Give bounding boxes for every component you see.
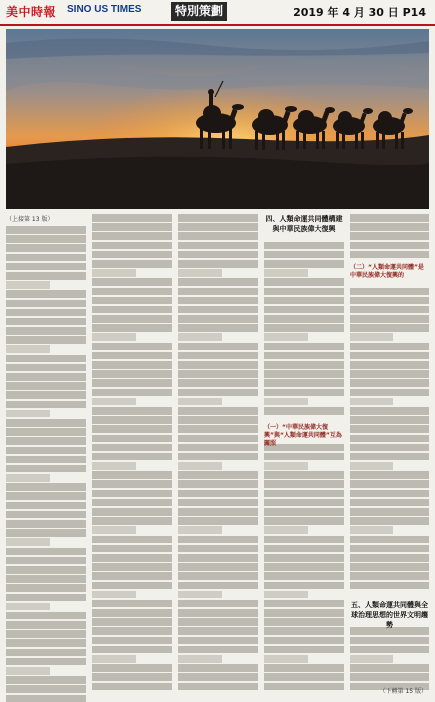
masthead xyxy=(0,0,435,26)
text-line xyxy=(92,389,172,397)
text-line xyxy=(264,582,344,590)
text-line xyxy=(264,260,344,268)
issue-date-page: 2019 年 4 月 30 日 P14 xyxy=(293,6,426,19)
text-line xyxy=(350,288,429,296)
text-line xyxy=(350,333,393,341)
text-line xyxy=(178,343,258,351)
text-line xyxy=(6,529,86,537)
text-line xyxy=(350,646,429,654)
text-line xyxy=(178,554,258,562)
text-line xyxy=(350,545,429,553)
text-line xyxy=(350,664,429,672)
text-line xyxy=(92,269,136,277)
text-line xyxy=(92,618,172,626)
text-line xyxy=(6,557,86,565)
text-line xyxy=(92,471,172,479)
text-line xyxy=(92,214,172,222)
text-line xyxy=(92,297,172,305)
text-line xyxy=(178,398,222,406)
text-line xyxy=(350,471,429,479)
text-line xyxy=(6,437,86,445)
text-line xyxy=(6,336,86,344)
text-line xyxy=(6,410,50,418)
text-line xyxy=(264,545,344,553)
text-line xyxy=(6,492,86,500)
text-line xyxy=(6,327,86,335)
text-line xyxy=(6,428,86,436)
text-line xyxy=(92,242,172,250)
text-line xyxy=(350,563,429,571)
text-line xyxy=(350,242,429,250)
text-line xyxy=(92,545,172,553)
camel-caravan-photo xyxy=(6,29,429,209)
text-column-3 xyxy=(178,214,258,690)
subsection-heading-one: （一）“中華民族偉大復興”與“人類命運共同體”互為關照 xyxy=(264,424,342,447)
text-line xyxy=(178,508,258,516)
text-line xyxy=(92,324,172,332)
text-line xyxy=(178,683,258,690)
text-line xyxy=(178,627,258,635)
text-line xyxy=(264,508,344,516)
text-column-4 xyxy=(264,214,344,690)
text-line xyxy=(92,480,172,488)
text-line xyxy=(264,471,344,479)
text-line xyxy=(178,278,258,286)
text-line xyxy=(178,490,258,498)
text-line xyxy=(6,695,86,702)
text-line xyxy=(92,333,136,341)
text-line xyxy=(350,572,429,580)
text-line xyxy=(6,244,86,252)
text-line xyxy=(264,343,344,351)
text-line xyxy=(264,637,344,645)
text-line xyxy=(264,288,344,296)
text-line xyxy=(178,407,258,415)
text-line xyxy=(264,480,344,488)
text-line xyxy=(92,683,172,690)
text-line xyxy=(350,425,429,433)
text-line xyxy=(178,655,222,663)
text-line xyxy=(350,306,429,314)
newspaper-logo-chinese: 美中時報 xyxy=(6,5,57,19)
text-line xyxy=(350,407,429,415)
text-line xyxy=(178,591,222,599)
text-line xyxy=(264,526,308,534)
text-line xyxy=(350,536,429,544)
text-line xyxy=(6,447,86,455)
text-line xyxy=(178,471,258,479)
text-line xyxy=(178,352,258,360)
text-line xyxy=(178,572,258,580)
section-heading-five: 五、人類命運共同體與全球治理思想的世界文明趨勢 xyxy=(351,601,428,629)
text-line xyxy=(264,563,344,571)
text-line xyxy=(264,416,344,424)
text-line xyxy=(6,575,86,583)
text-line xyxy=(264,398,308,406)
text-line xyxy=(350,526,393,534)
text-line xyxy=(6,290,86,298)
subsection-heading-two: （二）“人類命運共同體”是中華民族偉大復興的 xyxy=(350,264,424,279)
text-line xyxy=(264,664,344,672)
text-line xyxy=(264,572,344,580)
newspaper-logo-english: SINO US TIMES xyxy=(67,4,142,15)
text-line xyxy=(92,490,172,498)
text-line xyxy=(264,324,344,332)
text-line xyxy=(178,223,258,231)
text-line xyxy=(178,582,258,590)
text-line xyxy=(6,382,86,390)
text-line xyxy=(6,281,50,289)
text-line xyxy=(178,306,258,314)
text-line xyxy=(350,398,393,406)
text-line xyxy=(6,667,50,675)
text-line xyxy=(6,226,86,234)
text-line xyxy=(178,269,222,277)
text-line xyxy=(350,673,429,681)
text-line xyxy=(350,499,429,507)
text-line xyxy=(6,235,86,243)
text-line xyxy=(92,637,172,645)
text-line xyxy=(92,554,172,562)
text-line xyxy=(264,278,344,286)
text-line xyxy=(178,389,258,397)
text-line xyxy=(92,462,136,470)
continued-on-note: （下轉第 15 版） xyxy=(379,688,427,695)
text-line xyxy=(264,618,344,626)
text-line xyxy=(350,352,429,360)
text-line xyxy=(6,254,86,262)
text-line xyxy=(92,251,172,259)
text-line xyxy=(264,646,344,654)
text-line xyxy=(178,444,258,452)
text-line xyxy=(350,453,429,461)
text-line xyxy=(178,499,258,507)
text-line xyxy=(264,591,308,599)
text-line xyxy=(92,646,172,654)
text-line xyxy=(264,609,344,617)
sunset-desert-image xyxy=(6,29,429,209)
text-line xyxy=(350,251,429,259)
text-line xyxy=(350,554,429,562)
text-line xyxy=(178,260,258,268)
text-line xyxy=(92,260,172,268)
text-line xyxy=(92,278,172,286)
text-line xyxy=(264,361,344,369)
text-line xyxy=(6,630,86,638)
text-line xyxy=(92,435,172,443)
section-label: 特別策劃 xyxy=(171,2,227,21)
text-line xyxy=(6,465,86,473)
text-line xyxy=(6,685,86,693)
text-line xyxy=(264,297,344,305)
text-line xyxy=(350,361,429,369)
text-line xyxy=(92,655,136,663)
text-line xyxy=(178,315,258,323)
text-line xyxy=(6,474,50,482)
text-line xyxy=(178,646,258,654)
text-line xyxy=(6,548,86,556)
text-line xyxy=(6,520,86,528)
text-line xyxy=(92,600,172,608)
text-line xyxy=(350,490,429,498)
text-line xyxy=(178,673,258,681)
text-line xyxy=(92,407,172,415)
text-line xyxy=(178,545,258,553)
text-line xyxy=(92,536,172,544)
text-line xyxy=(264,554,344,562)
text-line xyxy=(6,309,86,317)
text-line xyxy=(178,517,258,525)
text-line xyxy=(92,416,172,424)
text-line xyxy=(92,398,136,406)
text-line xyxy=(178,288,258,296)
text-line xyxy=(92,563,172,571)
article-body xyxy=(6,214,429,690)
text-line xyxy=(178,435,258,443)
text-line xyxy=(6,318,86,326)
text-line xyxy=(92,288,172,296)
text-line xyxy=(6,639,86,647)
text-line xyxy=(350,214,429,222)
text-line xyxy=(92,315,172,323)
text-line xyxy=(264,242,344,250)
text-line xyxy=(350,324,429,332)
text-line xyxy=(6,511,86,519)
text-line xyxy=(92,508,172,516)
text-line xyxy=(6,391,86,399)
text-line xyxy=(6,272,86,280)
text-line xyxy=(92,591,136,599)
text-line xyxy=(350,297,429,305)
text-line xyxy=(178,333,222,341)
text-line xyxy=(264,536,344,544)
text-line xyxy=(178,563,258,571)
text-line xyxy=(264,379,344,387)
text-line xyxy=(6,401,86,409)
text-line xyxy=(92,517,172,525)
text-line xyxy=(6,538,50,546)
text-line xyxy=(178,536,258,544)
text-line xyxy=(264,683,344,690)
text-line xyxy=(6,483,86,491)
text-line xyxy=(350,591,429,599)
text-line xyxy=(350,508,429,516)
text-line xyxy=(350,655,393,663)
text-line xyxy=(6,621,86,629)
text-line xyxy=(350,462,393,470)
text-line xyxy=(92,582,172,590)
text-line xyxy=(264,517,344,525)
text-line xyxy=(264,333,308,341)
text-line xyxy=(264,370,344,378)
text-line xyxy=(264,499,344,507)
text-line xyxy=(92,232,172,240)
text-line xyxy=(6,373,86,381)
text-line xyxy=(178,242,258,250)
text-line xyxy=(178,370,258,378)
text-line xyxy=(92,343,172,351)
text-line xyxy=(6,649,86,657)
text-line xyxy=(350,582,429,590)
text-line xyxy=(178,232,258,240)
text-line xyxy=(178,600,258,608)
text-line xyxy=(178,462,222,470)
text-column-2 xyxy=(92,214,172,690)
text-line xyxy=(350,517,429,525)
text-line xyxy=(264,352,344,360)
text-line xyxy=(92,526,136,534)
text-line xyxy=(178,453,258,461)
text-line xyxy=(6,419,86,427)
text-line xyxy=(6,355,86,363)
text-line xyxy=(92,223,172,231)
text-line xyxy=(6,456,86,464)
text-line xyxy=(264,627,344,635)
text-line xyxy=(6,676,86,684)
text-line xyxy=(178,664,258,672)
text-line xyxy=(6,612,86,620)
text-line xyxy=(178,480,258,488)
text-line xyxy=(264,407,344,415)
text-line xyxy=(178,425,258,433)
text-line xyxy=(264,269,308,277)
text-line xyxy=(264,389,344,397)
text-line xyxy=(178,637,258,645)
text-line xyxy=(178,361,258,369)
text-line xyxy=(178,379,258,387)
text-line xyxy=(178,618,258,626)
text-line xyxy=(6,263,86,271)
text-line xyxy=(6,300,86,308)
text-line xyxy=(92,609,172,617)
text-line xyxy=(264,655,308,663)
text-line xyxy=(92,572,172,580)
text-line xyxy=(6,364,86,372)
text-line xyxy=(350,223,429,231)
text-line xyxy=(92,361,172,369)
text-line xyxy=(6,603,50,611)
text-line xyxy=(264,462,308,470)
text-line xyxy=(92,453,172,461)
text-line xyxy=(92,306,172,314)
text-line xyxy=(350,435,429,443)
text-line xyxy=(92,664,172,672)
text-line xyxy=(350,389,429,397)
text-line xyxy=(178,324,258,332)
text-line xyxy=(350,416,429,424)
text-line xyxy=(178,609,258,617)
text-line xyxy=(350,315,429,323)
text-line xyxy=(264,251,344,259)
text-line xyxy=(350,370,429,378)
text-line xyxy=(350,379,429,387)
text-line xyxy=(264,673,344,681)
text-line xyxy=(92,444,172,452)
continued-from-note: （上接第 13 版） xyxy=(6,216,54,223)
text-line xyxy=(6,584,86,592)
text-line xyxy=(6,566,86,574)
text-line xyxy=(264,306,344,314)
text-line xyxy=(92,379,172,387)
text-line xyxy=(264,600,344,608)
text-line xyxy=(92,425,172,433)
text-line xyxy=(264,453,344,461)
text-line xyxy=(92,352,172,360)
text-line xyxy=(350,480,429,488)
text-line xyxy=(264,315,344,323)
text-line xyxy=(92,499,172,507)
text-line xyxy=(6,594,86,602)
text-line xyxy=(92,370,172,378)
text-line xyxy=(92,673,172,681)
text-line xyxy=(92,627,172,635)
text-line xyxy=(178,416,258,424)
text-line xyxy=(178,251,258,259)
text-line xyxy=(6,502,86,510)
text-line xyxy=(350,232,429,240)
text-line xyxy=(178,214,258,222)
text-line xyxy=(178,297,258,305)
text-line xyxy=(350,444,429,452)
text-line xyxy=(350,343,429,351)
text-line xyxy=(350,637,429,645)
text-line xyxy=(6,345,50,353)
text-line xyxy=(178,526,222,534)
section-heading-four: 四、人類命運共同體構建與中華民族偉大復興 xyxy=(265,215,343,233)
text-line xyxy=(6,658,86,666)
text-line xyxy=(264,490,344,498)
text-column-1 xyxy=(6,226,86,702)
